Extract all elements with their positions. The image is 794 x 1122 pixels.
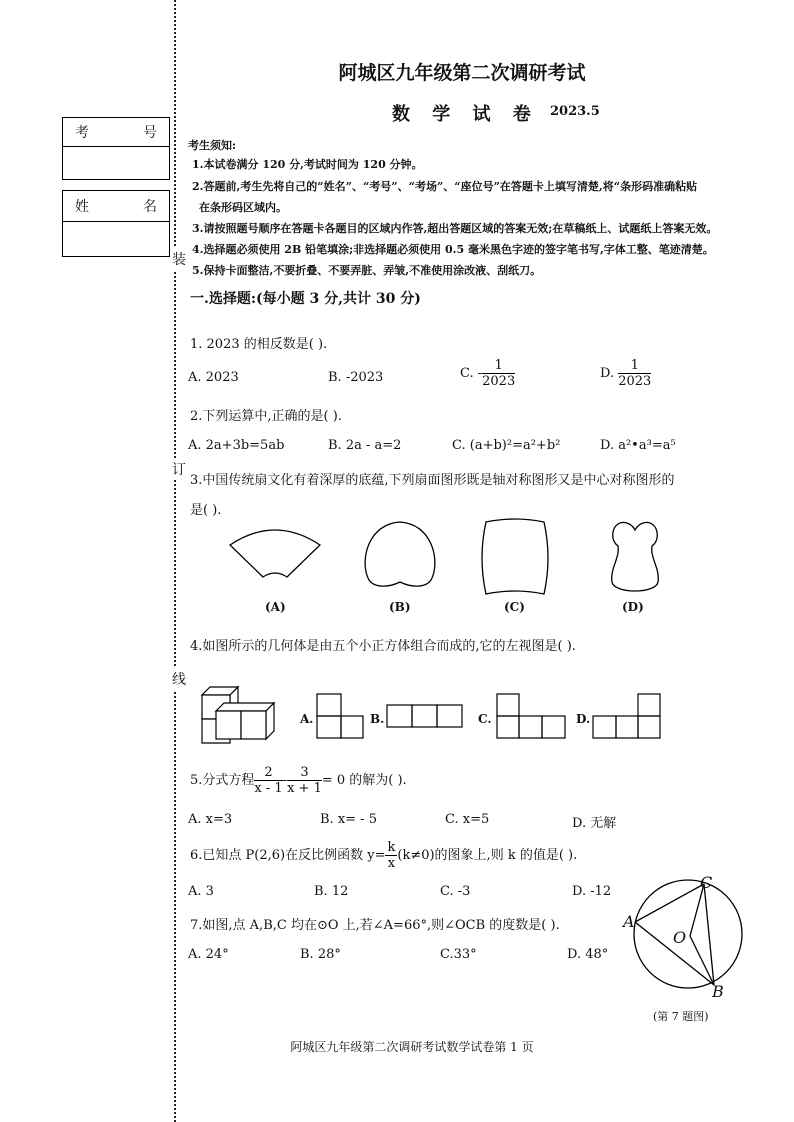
name-label-1: 姓 [75,199,89,215]
q1-c-denominator: 2023 [482,374,516,389]
q1-d-numerator: 1 [618,358,651,374]
q6-option-a: A. 3 [188,884,214,899]
q5-option-c: C. x=5 [445,812,490,827]
q5-f1-denominator: x - 1 [254,781,283,796]
q5-stem-suffix: = 0 的解为( ). [321,773,407,788]
q5-option-a: A. x=3 [188,812,233,827]
q7-option-c: C.33° [440,947,477,962]
notice-heading: 考生须知: [188,139,237,152]
cube-solid-figure [198,685,282,745]
exam-number-label-2: 号 [143,125,157,141]
exam-number-field[interactable] [63,147,169,179]
q1-option-d [600,358,651,389]
exam-date: 2023.5 [550,104,600,119]
q5-f1-numerator: 2 [254,765,282,781]
page-footer: 阿城区九年级第二次调研考试数学试卷第 1 页 [290,1040,534,1054]
q4-option-d-label: D. [576,712,591,726]
notice-item: 3.请按照题号顺序在答题卡各题目的区域内作答,超出答题区域的答案无效;在草稿纸上、试题纸上答案无效。 [192,222,718,235]
exam-subtitle: 数 学 试 卷 [392,104,539,125]
exam-number-box [62,117,170,180]
question-7-stem: 7.如图,点 A,B,C 均在⊙O 上,若∠A=66°,则∠OCB 的度数是( ). [190,918,560,933]
question-6-stem [190,840,577,871]
center-o-label: O [673,928,687,947]
q4-option-b-view [386,704,466,730]
point-b-label: B [712,982,724,1001]
fan-shape-c [480,518,550,598]
notice-item: 1.本试卷满分 120 分,考试时间为 120 分钟。 [192,158,423,171]
question-1-stem: 1. 2023 的相反数是( ). [190,337,328,352]
q6-option-d: D. -12 [572,884,612,899]
q3-label-d: (D) [622,600,644,614]
q4-option-a-label: A. [300,712,314,726]
q1-option-b: B. -2023 [328,370,384,385]
notice-item: 在条形码区域内。 [199,201,287,214]
question-5-stem [190,765,407,796]
q6-option-b: B. 12 [314,884,349,899]
q7-option-d: D. 48° [567,947,609,962]
q1-c-numerator: 1 [482,358,515,374]
q1-option-c-label: C. - [460,366,483,381]
q2-option-c: C. (a+b)²=a²+b² [452,438,561,453]
fan-shape-b [360,520,440,595]
point-a-label: A [623,912,635,931]
q2-option-a: A. 2a+3b=5ab [188,438,285,453]
q1-d-denominator: 2023 [618,374,652,389]
q7-option-b: B. 28° [300,947,341,962]
exam-title: 阿城区九年级第二次调研考试 [338,62,586,84]
binding-mark-xian: 线 [172,668,186,690]
q2-option-d: D. a²•a³=a⁵ [600,438,676,453]
exam-number-label-1: 考 [75,125,89,141]
question-3-stem-line1: 3.中国传统扇文化有着深厚的底蕴,下列扇面图形既是轴对称图形又是中心对称图形的 [190,473,675,488]
q5-option-b: B. x= - 5 [320,812,377,827]
q5-minus: - [282,773,288,788]
q5-f2-denominator: x + 1 [287,781,322,796]
q1-option-c [460,358,515,389]
q5-f2-numerator: 3 [287,765,322,781]
q5-option-d: D. 无解 [572,816,617,831]
q4-option-b-label: B. [370,712,385,726]
name-box [62,190,170,257]
fan-shape-d [608,518,663,596]
q6-stem-suffix: (k≠0)的图象上,则 k 的值是( ). [397,848,578,863]
q7-option-a: A. 24° [188,947,229,962]
name-field[interactable] [63,222,169,256]
q5-stem-prefix: 5.分式方程 [190,773,255,788]
notice-item: 5.保持卡面整洁,不要折叠、不要弄脏、弄皱,不准使用涂改液、刮纸刀。 [192,264,542,277]
section-heading: 一.选择题:(每小题 3 分,共计 30 分) [190,291,421,307]
q4-option-a-view [316,693,366,739]
question-3-stem-line2: 是( ). [190,503,222,518]
q1-option-d-label: D. [600,366,615,381]
q1-option-a: A. 2023 [188,370,239,385]
q3-label-c: (C) [504,600,525,614]
figure-7-caption: (第 7 题图) [653,1010,709,1023]
q4-option-c-label: C. [478,712,492,726]
binding-mark-ding: 订 [172,458,186,480]
q3-label-b: (B) [389,600,411,614]
binding-dotted-line [174,0,176,1122]
question-4-stem: 4.如图所示的几何体是由五个小正方体组合而成的,它的左视图是( ). [190,639,576,654]
notice-item: 4.选择题必须使用 2B 铅笔填涂;非选择题必须使用 0.5 毫米黑色字迹的签字笔书写,字体工整、笔迹清楚。 [192,243,714,256]
q6-denominator: x [387,856,396,871]
q6-option-c: C. -3 [440,884,471,899]
name-label-2: 名 [143,199,157,215]
fan-shape-a [225,525,325,585]
point-c-label: C [700,873,713,892]
q3-label-a: (A) [265,600,286,614]
question-2-stem: 2.下列运算中,正确的是( ). [190,409,342,424]
q6-stem-prefix: 6.已知点 P(2,6)在反比例函数 y= [190,848,386,863]
q2-option-b: B. 2a - a=2 [328,438,402,453]
notice-item: 2.答题前,考生先将自己的“姓名”、“考号”、“考场”、“座位号”在答题卡上填写清楚,将“条形码准确粘贴 [192,180,698,193]
q4-option-d-view [592,693,666,741]
binding-mark-zhuang: 装 [172,248,186,270]
q4-option-c-view [496,693,570,741]
q6-numerator: k [387,840,396,855]
